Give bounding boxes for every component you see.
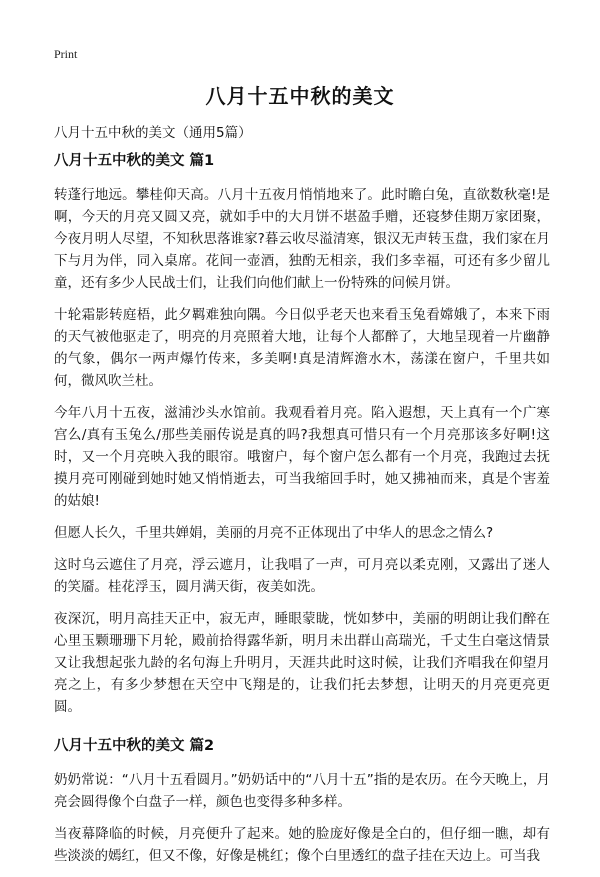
paragraph: 今年八月十五夜，滋浦沙头水馆前。我观看着月亮。陷入遐想，天上真有一个广寒宫么/真有玉兔么/那些美丽传说是真的吗?我想真可惜只有一个月亮那该多好啊!这时，又一个月亮映入我的眼帘。哦窗户，每个窗户怎么都有一个月亮，我跑过去抚摸月亮可刚碰到她时她又悄悄逝去，可当我缩回手时，她又拂袖而来，真是个害羞的姑娘! xyxy=(54,405,550,509)
paragraph: 奶奶常说：“八月十五看圆月。”奶奶话中的“八月十五”指的是农历。在今天晚上，月亮会圆得像个白盘子一样，颜色也变得多种多样。 xyxy=(54,772,550,810)
paragraph: 夜深沉，明月高挂天正中，寂无声，睡眼蒙眬，恍如梦中，美丽的明朗让我们醉在心里玉颗珊珊下月轮，殿前拾得露华新，明月未出群山高瑞光，千丈生白毫这情景又让我想起张九龄的名句海上升明月，天涯共此时这时候，让我们齐唱我在仰望月亮之上，有多少梦想在天空中飞翔是的，让我们托去梦想，让明天的月亮更亮更圆。 xyxy=(54,611,550,715)
paragraph: 转蓬行地远。攀桂仰天高。八月十五夜月悄悄地来了。此时瞻白兔，直欲数秋毫!是啊，今天的月亮又圆又亮，就如手中的大月饼不堪盈手赠，还寝梦佳期万家团聚，今夜月明人尽望，不知秋思落谁家?暮云收尽溢清寒，银汉无声转玉盘，我们家在月下与月为伴，同入桌席。花间一壶酒，独酌无相亲，我们多幸福，可还有多少留儿童，还有多少人民战士们，让我们向他们献上一份特殊的问候月饼。 xyxy=(54,187,550,291)
paragraph: 这时乌云遮住了月亮，浮云遮月，让我唱了一声，可月亮以柔克刚，又露出了迷人的笑靥。桂花浮玉，圆月满天街，夜美如洗。 xyxy=(54,557,550,595)
paragraph: 十轮霜影转庭梧，此夕羁难独向隅。今日似乎老天也来看玉兔看嫦娥了，本来下雨的天气被他驱走了，明亮的月亮照着大地，让每个人都醉了，大地呈现着一片幽静的气象，偶尔一两声爆竹传来，多美啊!真是清辉澹水木，荡漾在窗户，千里共如何，微风吹兰杜。 xyxy=(54,307,550,389)
section-heading: 八月十五中秋的美文 篇2 xyxy=(54,738,215,754)
paragraph: 当夜幕降临的时候，月亮便升了起来。她的脸庞好像是全白的，但仔细一瞧，却有些淡淡的嫣红，但又不像，好像是桃红；像个白里透红的盘子挂在天边上。可当我 xyxy=(54,826,550,864)
page-title: 八月十五中秋的美文 xyxy=(205,84,395,108)
print-link[interactable]: Print xyxy=(54,47,78,61)
article-body xyxy=(54,151,550,877)
paragraph: 但愿人长久，千里共婵娟，美丽的月亮不正体现出了中华人的思念之情么? xyxy=(54,525,494,541)
page-subtitle: 八月十五中秋的美文（通用5篇） xyxy=(54,125,252,141)
section-heading: 八月十五中秋的美文 篇1 xyxy=(54,153,215,169)
